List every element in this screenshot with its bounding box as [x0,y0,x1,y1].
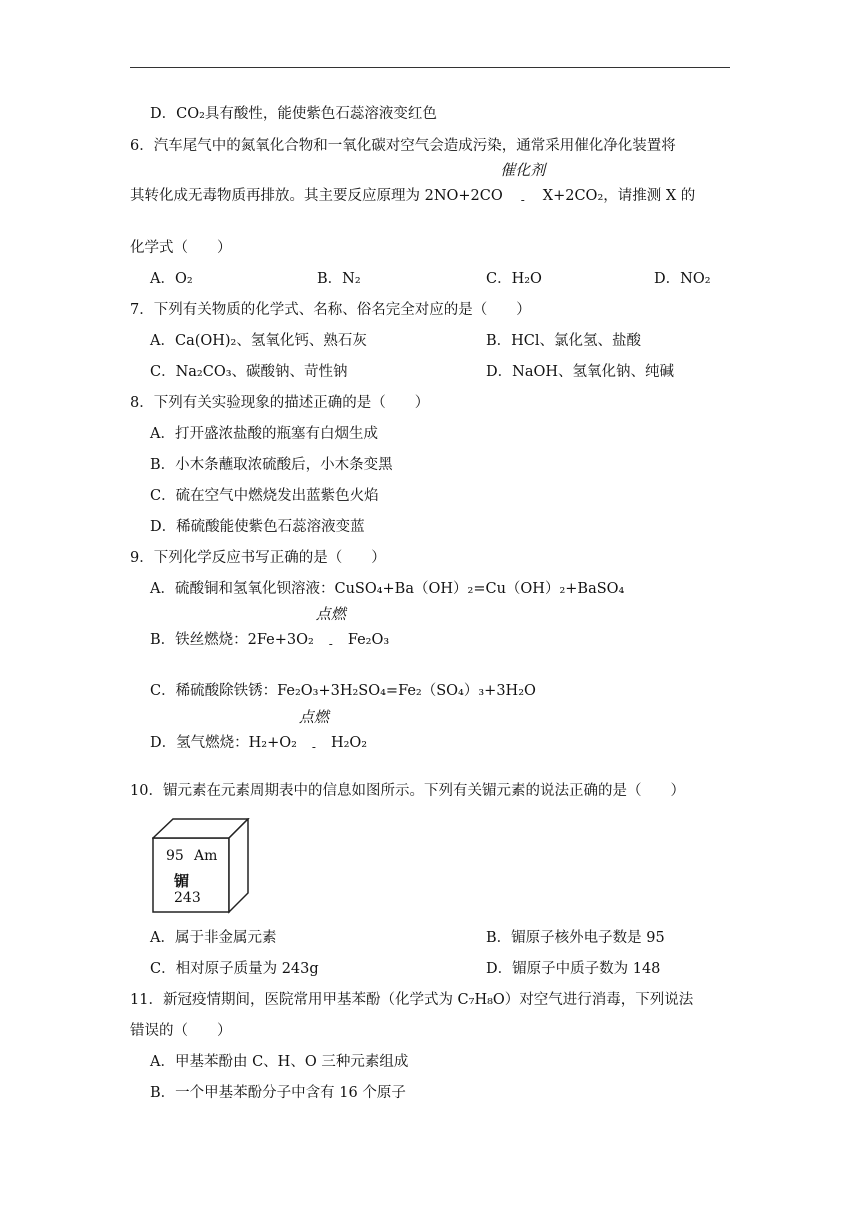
q10-option-d: D．镅原子中质子数为 148 [486,961,661,977]
q6-catalyst-label: 催化剂 [500,161,546,179]
q8-option-b: B．小木条蘸取浓硫酸后，小木条变黑 [150,457,393,473]
q9-option-a: A．硫酸铜和氢氧化钡溶液：CuSO₄+Ba（OH）₂=Cu（OH）₂+BaSO₄ [150,581,625,597]
q9-option-b [150,605,390,651]
q9-option-b-arrow [314,605,348,651]
q9-stem: 9．下列化学反应书写正确的是（ ） [130,550,386,566]
q6-stem-line3: 化学式（ ） [130,240,232,256]
q9-option-d-right: H₂O₂ [330,735,368,751]
q10-option-b: B．镅原子核外电子数是 95 [486,930,665,946]
q9-option-d-condition: 点燃 [298,708,329,726]
q7-option-d: D．NaOH、氢氧化钠、纯碱 [486,364,674,380]
q8-option-a: A．打开盛浓盐酸的瓶塞有白烟生成 [150,426,378,442]
q6-option-b: B．N₂ [317,271,361,287]
q11-stem-line2: 错误的（ ） [130,1023,232,1039]
element-tile-americium [152,818,250,914]
q11-option-a: A．甲基苯酚由 C、H、O 三种元素组成 [150,1054,409,1070]
q7-stem: 7．下列有关物质的化学式、名称、俗名完全对应的是（ ） [130,302,531,318]
q9-option-d-arrow [297,708,331,754]
q6-stem-line1: 6．汽车尾气中的氮氧化合物和一氧化碳对空气会造成污染，通常采用催化净化装置将 [130,138,676,154]
q10-option-a: A．属于非金属元素 [150,930,277,946]
q8-stem: 8．下列有关实验现象的描述正确的是（ ） [130,395,430,411]
element-atomic-mass: 243 [174,890,201,906]
element-symbol: Am [194,848,218,864]
q5-option-d: D．CO₂具有酸性，能使紫色石蕊溶液变红色 [150,106,437,122]
q9-option-d [150,708,368,754]
element-name: 镅 [174,872,190,890]
q7-option-b: B．HCl、氯化氢、盐酸 [486,333,642,349]
q9-option-d-equal-mark: - [311,740,316,754]
q9-option-d-left: D．氢气燃烧：H₂+O₂ [150,735,297,751]
q9-option-b-condition: 点燃 [315,605,346,623]
q6-option-a: A．O₂ [150,271,193,287]
element-atomic-number: 95 [166,848,184,864]
q6-stem-part2: X+2CO₂，请推测 X 的 [542,188,696,204]
q6-stem-part1: 其转化成无毒物质再排放。其主要反应原理为 2NO+2CO [130,188,503,204]
q7-option-a: A．Ca(OH)₂、氢氧化钙、熟石灰 [150,333,367,349]
q9-option-b-right: Fe₂O₃ [347,632,390,648]
q11-stem-line1: 11．新冠疫情期间，医院常用甲基苯酚（化学式为 C₇H₈O）对空气进行消毒，下列说法 [130,992,694,1008]
element-tile-frame [152,818,250,914]
q6-stem-line2 [130,161,696,207]
q6-option-d: D．NO₂ [654,271,711,287]
q10-stem: 10．镅元素在元素周期表中的信息如图所示。下列有关镅元素的说法正确的是（ ） [130,783,685,799]
header-rule [130,67,730,68]
q6-option-c: C．H₂O [486,271,542,287]
q7-option-c: C．Na₂CO₃、碳酸钠、苛性钠 [150,364,348,380]
q11-option-b: B．一个甲基苯酚分子中含有 16 个原子 [150,1085,406,1101]
q8-option-d: D．稀硫酸能使紫色石蕊溶液变蓝 [150,519,365,535]
q10-option-c: C．相对原子质量为 243g [150,961,319,977]
q9-option-b-equal-mark: - [328,637,333,651]
q6-equal-mark: - [520,193,525,207]
q6-reaction-arrow [500,161,546,207]
q8-option-c: C．硫在空气中燃烧发出蓝紫色火焰 [150,488,379,504]
q9-option-c: C．稀硫酸除铁锈：Fe₂O₃+3H₂SO₄=Fe₂（SO₄）₃+3H₂O [150,683,536,699]
q9-option-b-left: B．铁丝燃烧：2Fe+3O₂ [150,632,314,648]
